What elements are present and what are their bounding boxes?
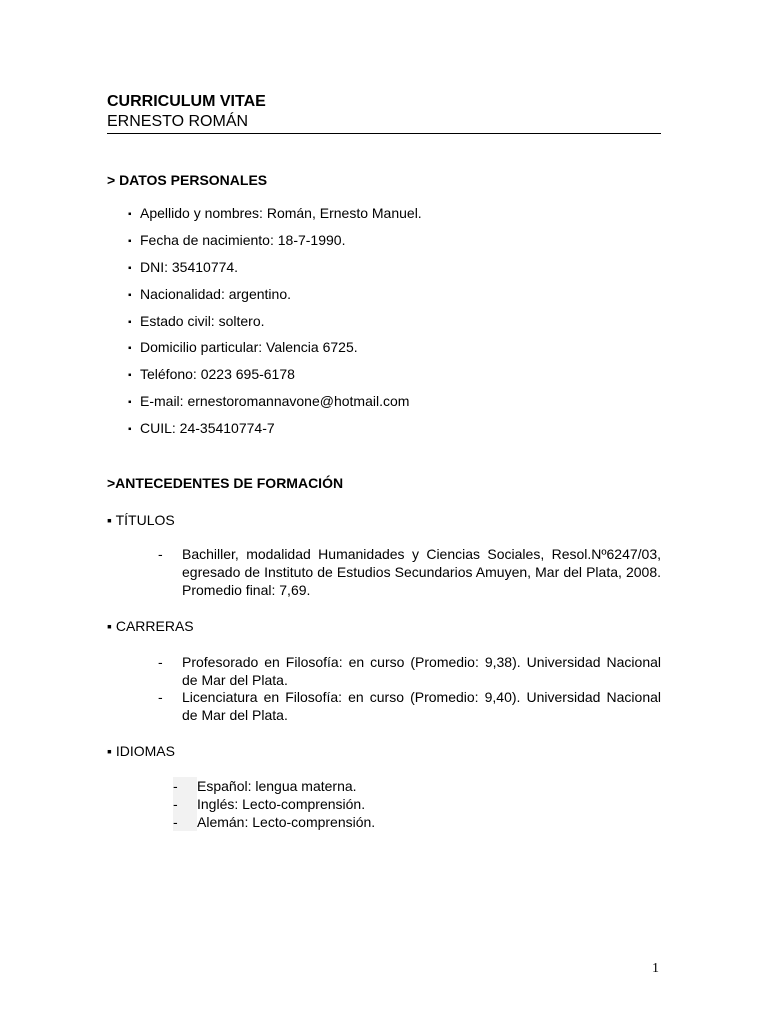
personal-address: Domicilio particular: Valencia 6725. bbox=[140, 339, 358, 356]
list-item bbox=[128, 365, 422, 392]
dash-bullet-icon: - bbox=[158, 546, 163, 562]
bullet-icon: ▪ bbox=[128, 316, 132, 328]
list-item bbox=[128, 312, 422, 339]
career-text: Profesorado en Filosofía: en curso (Promedio: 9,38). Universidad Nacional de Mar del Plata. bbox=[182, 654, 661, 688]
list-item bbox=[128, 392, 422, 419]
cv-header bbox=[107, 92, 661, 134]
dash-bullet-icon: - bbox=[158, 689, 163, 705]
list-item bbox=[128, 285, 422, 312]
list-item bbox=[173, 777, 375, 795]
career-item bbox=[158, 688, 661, 724]
personal-email: E-mail: ernestoromannavone@hotmail.com bbox=[140, 393, 410, 410]
degree-text: Bachiller, modalidad Humanidades y Ciencias Sociales, Resol.Nº6247/03, egresado de Instituto de Estudios Secundarios Amuyen, Mar del Plata, 2008. Promedio final: 7,69. bbox=[182, 546, 661, 598]
dash-bullet-icon: - bbox=[173, 795, 197, 813]
dash-bullet-icon: - bbox=[173, 813, 197, 831]
list-item bbox=[173, 813, 375, 831]
language-text: Inglés: Lecto-comprensión. bbox=[197, 796, 366, 812]
bullet-icon: ▪ bbox=[128, 289, 132, 301]
personal-cuil: CUIL: 24-35410774-7 bbox=[140, 420, 275, 437]
bullet-icon: ▪ bbox=[128, 424, 132, 436]
personal-dni: DNI: 35410774. bbox=[140, 258, 239, 275]
page-number: 1 bbox=[652, 961, 659, 976]
language-text: Alemán: Lecto-comprensión. bbox=[197, 814, 376, 830]
languages-list bbox=[173, 777, 375, 831]
person-name: ERNESTO ROMÁN bbox=[107, 113, 249, 130]
career-text: Licenciatura en Filosofía: en curso (Promedio: 9,40). Universidad Nacional de Mar del Plata. bbox=[182, 689, 661, 723]
personal-nationality: Nacionalidad: argentino. bbox=[140, 285, 291, 302]
list-item bbox=[128, 419, 422, 446]
degree-item bbox=[158, 545, 661, 599]
subheading-carreras: ▪ CARRERAS bbox=[107, 618, 194, 634]
bullet-icon: ▪ bbox=[128, 209, 132, 220]
dash-bullet-icon: - bbox=[158, 654, 163, 670]
personal-birth-date: Fecha de nacimiento: 18-7-1990. bbox=[140, 231, 346, 248]
bullet-icon: ▪ bbox=[128, 235, 132, 247]
list-item bbox=[128, 338, 422, 365]
bullet-icon: ▪ bbox=[128, 343, 132, 355]
section-title-datos-personales: > DATOS PERSONALES bbox=[107, 172, 268, 188]
personal-marital-status: Estado civil: soltero. bbox=[140, 312, 265, 329]
section-title-formacion: >ANTECEDENTES DE FORMACIÓN bbox=[107, 475, 344, 491]
personal-full-name: Apellido y nombres: Román, Ernesto Manuel. bbox=[140, 205, 422, 221]
language-text: Español: lengua materna. bbox=[197, 778, 357, 794]
list-item bbox=[128, 231, 422, 258]
bullet-icon: ▪ bbox=[128, 370, 132, 382]
list-item bbox=[128, 204, 422, 231]
list-item bbox=[128, 258, 422, 285]
personal-phone: Teléfono: 0223 695-6178 bbox=[140, 366, 295, 383]
subheading-idiomas: ▪ IDIOMAS bbox=[107, 743, 175, 759]
personal-data-list bbox=[128, 204, 422, 446]
list-item bbox=[173, 795, 375, 813]
subheading-titulos: ▪ TÍTULOS bbox=[107, 512, 175, 528]
career-item bbox=[158, 653, 661, 689]
bullet-icon: ▪ bbox=[128, 262, 132, 274]
bullet-icon: ▪ bbox=[128, 397, 132, 409]
document-title: CURRICULUM VITAE bbox=[107, 93, 266, 110]
dash-bullet-icon: - bbox=[173, 777, 197, 795]
